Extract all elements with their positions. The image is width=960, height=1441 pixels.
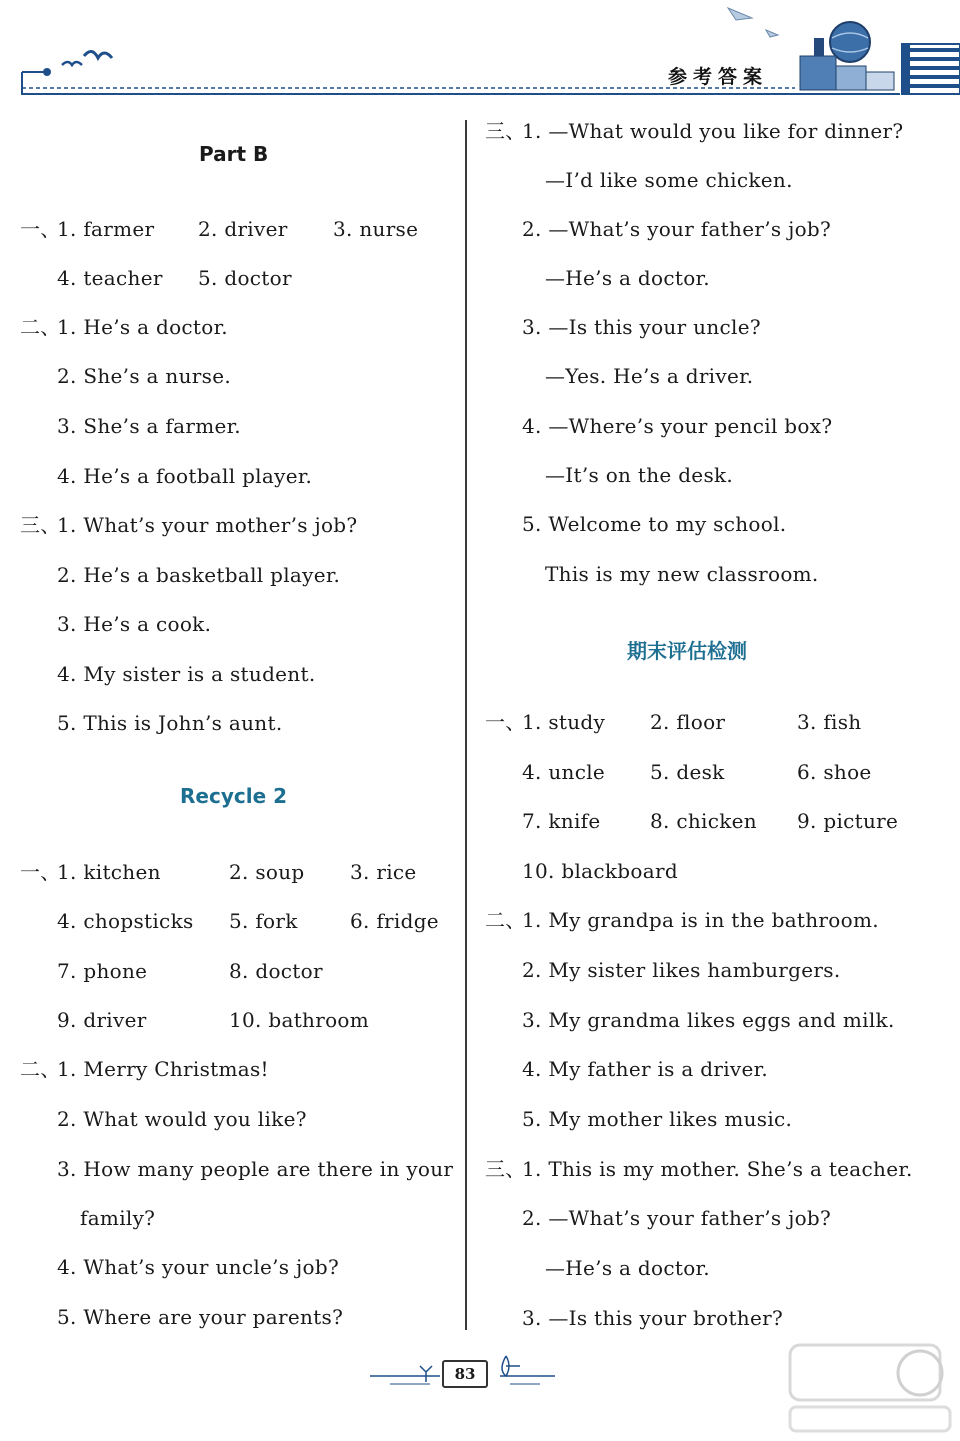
answer-line: 4. He’s a football player. bbox=[57, 464, 313, 488]
answer-line: 3. He’s a cook. bbox=[57, 612, 212, 636]
answer-line: —He’s a doctor. bbox=[545, 1256, 710, 1280]
answer-line: 3. She’s a farmer. bbox=[57, 414, 241, 438]
answer-line: —I’d like some chicken. bbox=[545, 168, 793, 192]
page-number: 83 bbox=[442, 1360, 488, 1388]
answer-line: 1. My grandpa is in the bathroom. bbox=[522, 908, 879, 932]
section-marker: 三、 bbox=[485, 1157, 526, 1181]
final-heading: 期末评估检测 bbox=[627, 639, 747, 663]
answer-line: 3. How many people are there in your bbox=[57, 1157, 454, 1181]
answer-line: 5. Where are your parents? bbox=[57, 1305, 344, 1329]
pinwheel-icon bbox=[502, 1356, 520, 1376]
answer-line: 2. My sister likes hamburgers. bbox=[522, 958, 841, 982]
answer-line: 9. picture bbox=[797, 809, 899, 833]
answer-line: 5. doctor bbox=[198, 266, 292, 290]
answer-line: 4. My father is a driver. bbox=[522, 1057, 768, 1081]
section-marker: 二、 bbox=[20, 1057, 61, 1081]
answer-line: 7. phone bbox=[57, 959, 148, 983]
answer-line: 3. —Is this your brother? bbox=[522, 1306, 783, 1330]
answer-line: 1. kitchen bbox=[57, 860, 161, 884]
answer-line: 9. driver bbox=[57, 1008, 147, 1032]
answer-line: 5. desk bbox=[650, 760, 725, 784]
bird-icon bbox=[84, 51, 112, 58]
answer-line: 7. knife bbox=[522, 809, 601, 833]
answer-line: 1. —What would you like for dinner? bbox=[522, 119, 904, 143]
answer-line: 2. floor bbox=[650, 710, 726, 734]
answer-line: 1. What’s your mother’s job? bbox=[57, 513, 358, 537]
answer-line: 10. bathroom bbox=[229, 1008, 370, 1032]
section-marker: 二、 bbox=[485, 908, 526, 932]
answer-line: family? bbox=[80, 1206, 156, 1230]
answer-line: 4. teacher bbox=[57, 266, 163, 290]
column-divider bbox=[465, 120, 467, 1330]
answer-line: —It’s on the desk. bbox=[545, 463, 734, 487]
section-marker: 二、 bbox=[20, 315, 61, 339]
part-b-heading: Part B bbox=[199, 142, 269, 166]
answer-line: 4. uncle bbox=[522, 760, 606, 784]
answer-line: 1. He’s a doctor. bbox=[57, 315, 228, 339]
answer-line: 2. —What’s your father’s job? bbox=[522, 1206, 832, 1230]
answer-line: 4. What’s your uncle’s job? bbox=[57, 1255, 339, 1279]
answer-line: This is my new classroom. bbox=[545, 562, 819, 586]
answer-line: 4. —Where’s your pencil box? bbox=[522, 414, 833, 438]
answer-line: 6. fridge bbox=[350, 909, 439, 933]
answer-line: 1. study bbox=[522, 710, 606, 734]
answer-line: 2. He’s a basketball player. bbox=[57, 563, 341, 587]
answer-line: 3. fish bbox=[797, 710, 862, 734]
section-marker: 三、 bbox=[20, 513, 61, 537]
answer-line: 8. chicken bbox=[650, 809, 757, 833]
answer-line: 3. My grandma likes eggs and milk. bbox=[522, 1008, 895, 1032]
answer-line: 4. My sister is a student. bbox=[57, 662, 316, 686]
answer-line: 2. driver bbox=[198, 217, 288, 241]
answer-line: 1. farmer bbox=[57, 217, 155, 241]
answer-line: —He’s a doctor. bbox=[545, 266, 710, 290]
answer-line: 5. My mother likes music. bbox=[522, 1107, 793, 1131]
section-marker: 一、 bbox=[20, 217, 61, 241]
answer-line: 4. chopsticks bbox=[57, 909, 194, 933]
section-marker: 一、 bbox=[20, 860, 61, 884]
header-title: 参考答案 bbox=[668, 66, 769, 88]
answer-line: 3. nurse bbox=[333, 217, 419, 241]
answer-line: 2. —What’s your father’s job? bbox=[522, 217, 832, 241]
answer-line: 3. rice bbox=[350, 860, 417, 884]
bird-icon bbox=[62, 62, 82, 65]
answer-line: 2. She’s a nurse. bbox=[57, 364, 231, 388]
answer-line: —Yes. He’s a driver. bbox=[545, 364, 754, 388]
page-header bbox=[0, 0, 960, 110]
answer-line: 6. shoe bbox=[797, 760, 872, 784]
recycle-heading: Recycle 2 bbox=[180, 784, 288, 808]
answer-line: 5. This is John’s aunt. bbox=[57, 711, 283, 735]
watermark bbox=[780, 1335, 960, 1437]
answer-line: 10. blackboard bbox=[522, 859, 678, 883]
answer-line: 1. Merry Christmas! bbox=[57, 1057, 269, 1081]
section-marker: 三、 bbox=[485, 119, 526, 143]
section-marker: 一、 bbox=[485, 710, 526, 734]
star-icon bbox=[420, 1366, 432, 1382]
answer-line: 1. This is my mother. She’s a teacher. bbox=[522, 1157, 913, 1181]
header-decoration bbox=[0, 0, 960, 110]
answer-line: 3. —Is this your uncle? bbox=[522, 315, 761, 339]
answer-line: 5. Welcome to my school. bbox=[522, 512, 787, 536]
answer-line: 8. doctor bbox=[229, 959, 323, 983]
answer-line: 2. soup bbox=[229, 860, 305, 884]
answer-line: 2. What would you like? bbox=[57, 1107, 307, 1131]
answer-line: 5. fork bbox=[229, 909, 298, 933]
